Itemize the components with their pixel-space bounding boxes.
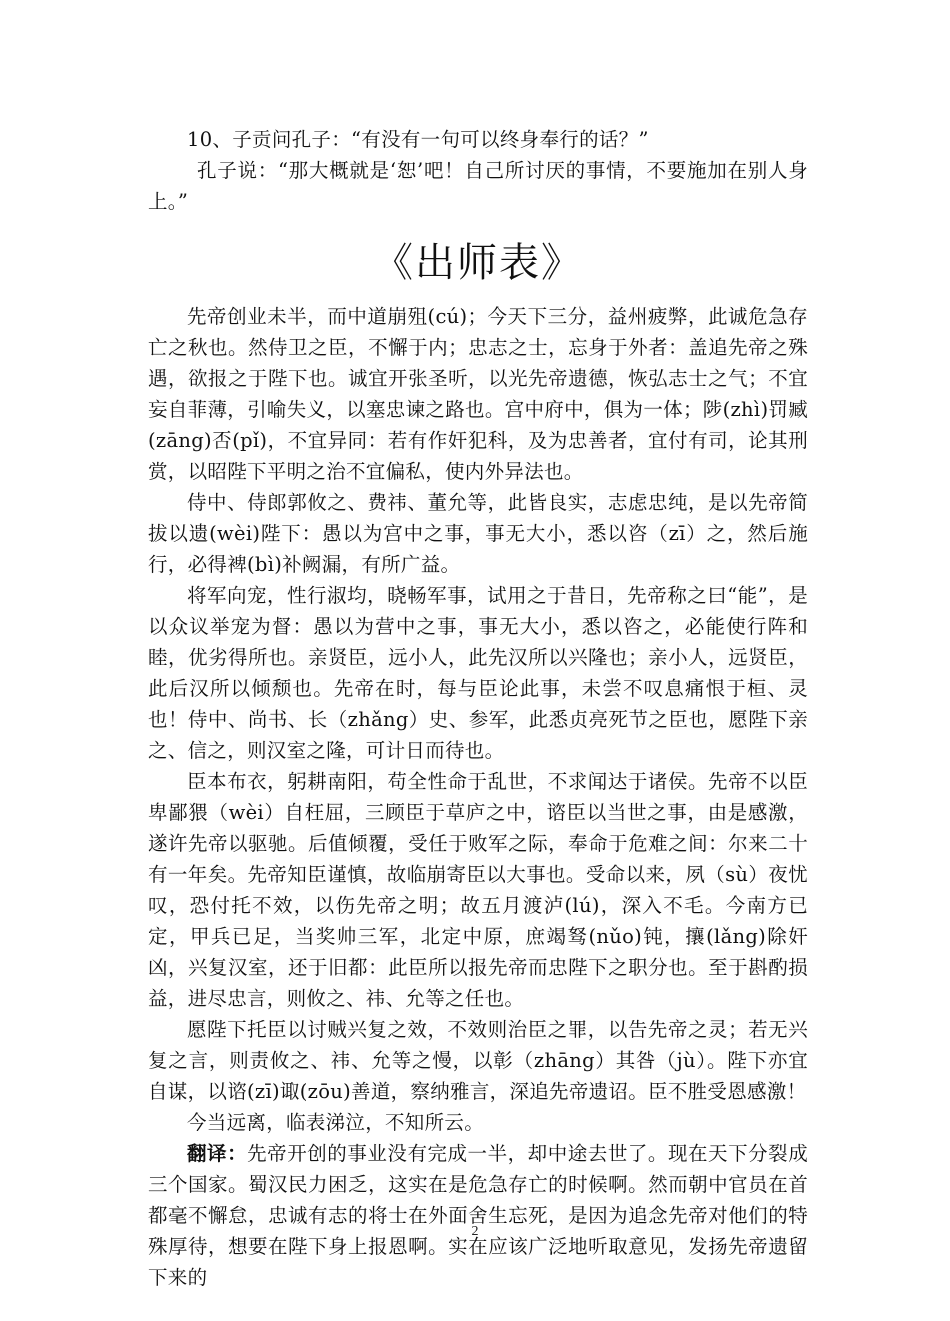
essay-paragraph: 侍中、侍郎郭攸之、费祎、董允等，此皆良实，志虑忠纯，是以先帝简拔以遗(wèi)陛下：愚以为宫中之事，事无大小，悉以咨（zī）之，然后施行，必得裨(bì)补阙漏，有所广益。 — [148, 491, 808, 576]
page-number: 2 — [471, 1224, 479, 1239]
essay-paragraph: 愿陛下托臣以讨贼兴复之效，不效则治臣之罪，以告先帝之灵；若无兴复之言，则责攸之、祎、允等之慢，以彰（zhāng）其咎（jù）。陛下亦宜自谋，以谘(zī)诹(zōu)善道，察纳雅言，深追先帝遗诏。臣不胜受恩感激！ — [148, 1018, 808, 1103]
essay-paragraph: 先帝创业未半，而中道崩殂(cú)；今天下三分，益州疲弊，此诚危急存亡之秋也。然侍卫之臣，不懈于内；忠志之士，忘身于外者：盖追先帝之殊遇，欲报之于陛下也。诚宜开张圣听，以光先帝遗德，恢弘志士之气；不宜妄自菲薄，引喻失义，以塞忠谏之路也。宫中府中，俱为一体；陟(zhì)罚臧(zāng)否(pǐ)，不宜异同：若有作奸犯科，及为忠善者，宜付有司，论其刑赏，以昭陛下平明之治不宜偏私，使内外异法也。 — [148, 305, 808, 483]
page-content — [148, 124, 808, 1293]
essay-paragraph: 臣本布衣，躬耕南阳，苟全性命于乱世，不求闻达于诸侯。先帝不以臣卑鄙猥（wèi）自枉屈，三顾臣于草庐之中，谘臣以当世之事，由是感激，遂许先帝以驱驰。后值倾覆，受任于败军之际，奉命于危难之间：尔来二十有一年矣。先帝知臣谨慎，故临崩寄臣以大事也。受命以来，夙（sù）夜忧叹，恐付托不效，以伤先帝之明；故五月渡泸(lú)，深入不毛。今南方已定，甲兵已足，当奖帅三军，北定中原，庶竭驽(nǔo)钝，攘(lǎng)除奸凶，兴复汉室，还于旧都：此臣所以报先帝而忠陛下之职分也。至于斟酌损益，进尽忠言，则攸之、祎、允等之任也。 — [148, 770, 808, 1010]
translation-paragraph — [148, 1138, 808, 1293]
translation-label: 翻译： — [187, 1142, 248, 1165]
dialogue-question: 10、子贡问孔子：“有没有一句可以终身奉行的话？” — [187, 128, 649, 151]
dialogue-answer: 孔子说：“那大概就是‘恕’吧！自己所讨厌的事情，不要施加在别人身上。” — [148, 159, 808, 213]
essay-paragraph: 将军向宠，性行淑均，晓畅军事，试用之于昔日，先帝称之曰“能”，是以众议举宠为督：愚以为营中之事，事无大小，悉以咨之，必能使行阵和睦，优劣得所也。亲贤臣，远小人，此先汉所以兴隆也；亲小人，远贤臣，此后汉所以倾颓也。先帝在时，每与臣论此事，未尝不叹息痛恨于桓、灵也！侍中、尚书、长（zhǎng）史、参军，此悉贞亮死节之臣也，愿陛下亲之、信之，则汉室之隆，可计日而待也。 — [148, 584, 808, 762]
essay-paragraph: 今当远离，临表涕泣，不知所云。 — [187, 1111, 485, 1134]
translation-text: 先帝开创的事业没有完成一半，却中途去世了。现在天下分裂成三个国家。蜀汉民力困乏，这实在是危急存亡的时候啊。然而朝中官员在首都毫不懈怠，忠诚有志的将士在外面舍生忘死，是因为追念先帝对他们的特殊厚待，想要在陛下身上报恩啊。实在应该广泛地听取意见，发扬先帝遗留下来的 — [148, 1142, 808, 1289]
essay-title: 《出师表》 — [373, 240, 583, 286]
